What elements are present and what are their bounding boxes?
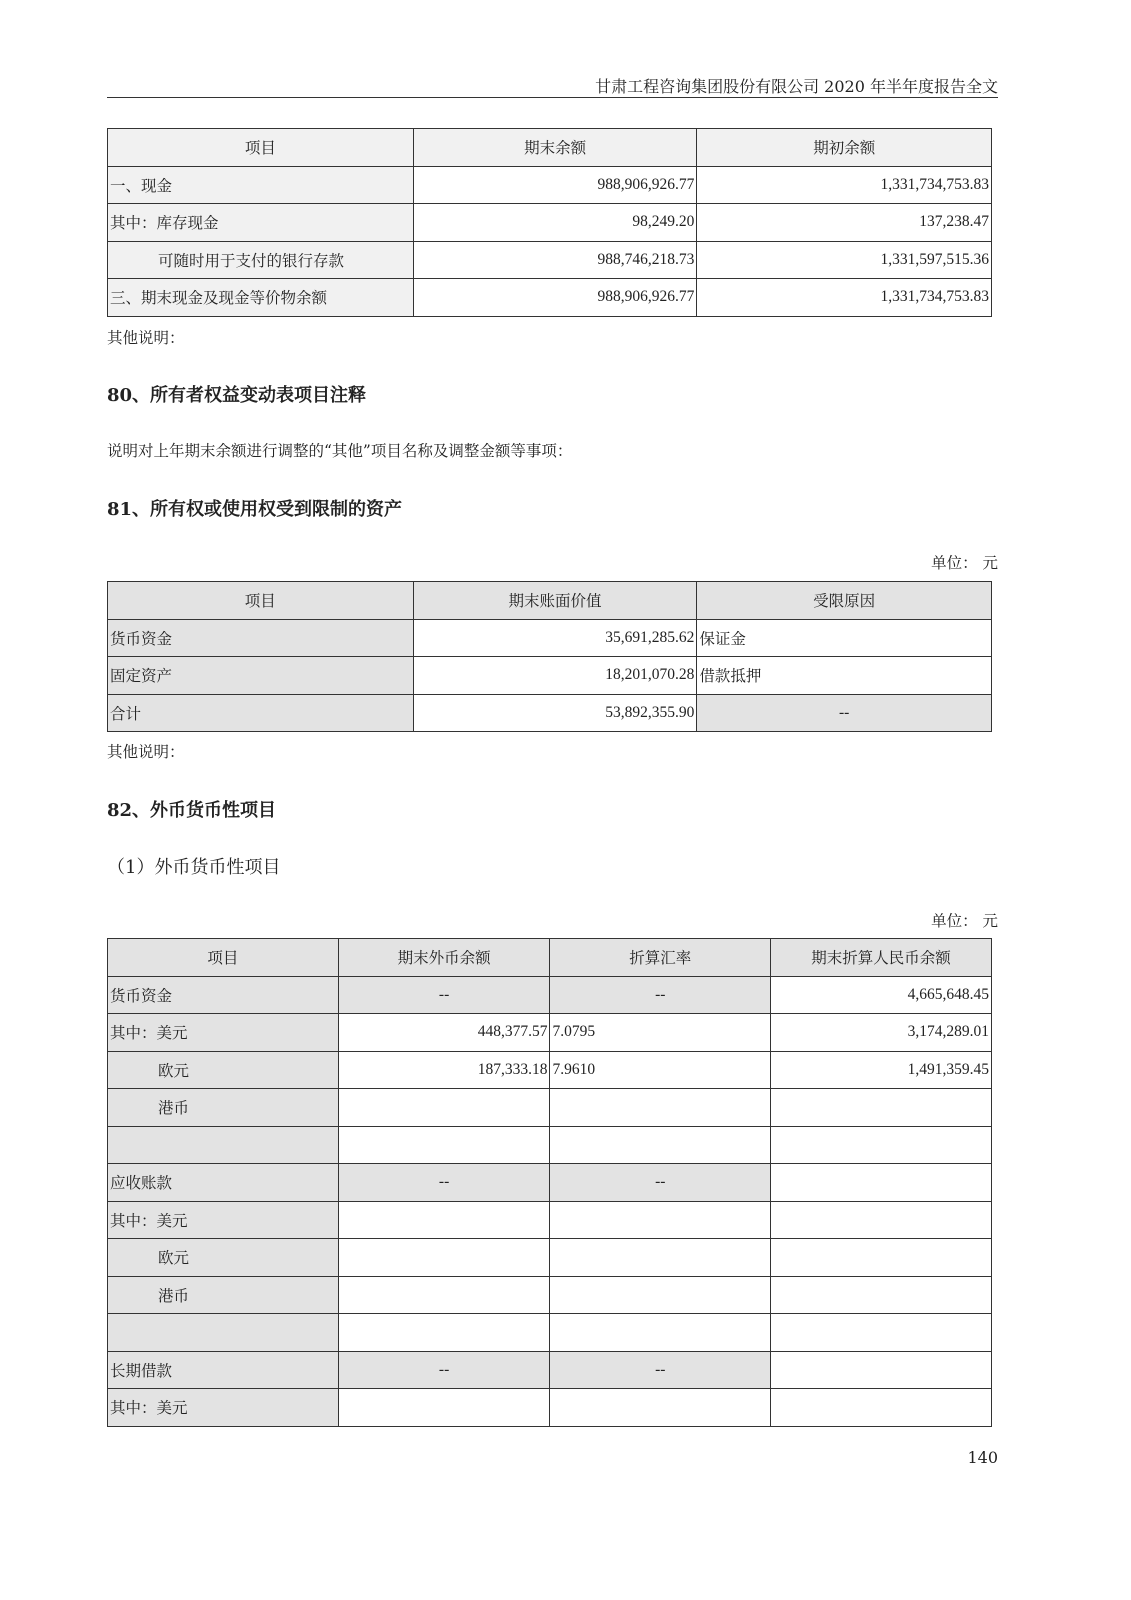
value-cell [338,1276,550,1314]
value-cell [771,1389,992,1427]
value-cell: 7.0795 [550,1014,771,1052]
table-row [108,657,992,695]
value-cell: -- [338,1351,550,1389]
value-cell: -- [550,1351,771,1389]
other-note: 其他说明： [107,743,185,761]
value-cell [771,1276,992,1314]
value-cell [771,1126,992,1164]
item-cell: 长期借款 [108,1351,339,1389]
item-cell: 其中：库存现金 [108,204,414,242]
table-header-row [108,939,992,977]
value-cell [338,1089,550,1127]
table-row [108,976,992,1014]
item-cell: 三、期末现金及现金等价物余额 [108,279,414,317]
value-cell [338,1201,550,1239]
header-cell: 项目 [108,939,339,977]
value-cell: 35,691,285.62 [413,619,697,657]
value-cell [338,1126,550,1164]
table-row [108,1126,992,1164]
value-cell: 988,906,926.77 [413,279,697,317]
value-cell: 1,331,734,753.83 [697,166,992,204]
header-cell: 项目 [108,582,414,620]
value-cell: 1,331,734,753.83 [697,279,992,317]
section-81-title: 81、所有权或使用权受到限制的资产 [107,499,403,520]
item-cell: 港币 [108,1276,339,1314]
value-cell [550,1126,771,1164]
section-80-title: 80、所有者权益变动表项目注释 [107,385,367,406]
value-cell [771,1164,992,1202]
value-cell: 137,238.47 [697,204,992,242]
item-cell: 货币资金 [108,619,414,657]
section-82-subtitle: （1）外币货币性项目 [107,857,281,878]
item-cell: 欧元 [108,1051,339,1089]
value-cell [550,1314,771,1352]
section-80-text: 说明对上年期末余额进行调整的“其他”项目名称及调整金额等事项： [107,442,573,460]
value-cell [771,1201,992,1239]
foreign-currency-table [107,938,992,1427]
value-cell: 988,906,926.77 [413,166,697,204]
value-cell [550,1201,771,1239]
value-cell: 18,201,070.28 [413,657,697,695]
value-cell [771,1089,992,1127]
table-header-row [108,129,992,167]
table-row [108,1314,992,1352]
value-cell: 3,174,289.01 [771,1014,992,1052]
header-cell: 折算汇率 [550,939,771,977]
table-row [108,166,992,204]
item-cell: 一、现金 [108,166,414,204]
header-cell: 期末外币余额 [338,939,550,977]
table-header-row [108,582,992,620]
item-cell: 合计 [108,694,414,732]
value-cell: 187,333.18 [338,1051,550,1089]
value-cell: -- [338,976,550,1014]
reason-cell: -- [697,694,992,732]
item-cell: 港币 [108,1089,339,1127]
table-row [108,1201,992,1239]
header-cell: 期初余额 [697,129,992,167]
cash-equivalents-table [107,128,992,317]
restricted-assets-table [107,581,992,732]
header-cell: 期末余额 [413,129,697,167]
unit-label: 单位： 元 [931,912,998,930]
value-cell [338,1314,550,1352]
value-cell [550,1276,771,1314]
table-row [108,1239,992,1277]
header-rule [107,97,998,98]
section-82-title: 82、外币货币性项目 [107,800,277,821]
value-cell: 448,377.57 [338,1014,550,1052]
item-cell [108,1314,339,1352]
reason-cell: 保证金 [697,619,992,657]
header-cell: 项目 [108,129,414,167]
item-cell: 可随时用于支付的银行存款 [108,241,414,279]
table-row [108,279,992,317]
value-cell: -- [338,1164,550,1202]
item-cell: 应收账款 [108,1164,339,1202]
table-row [108,1276,992,1314]
value-cell [771,1239,992,1277]
value-cell: 988,746,218.73 [413,241,697,279]
reason-cell: 借款抵押 [697,657,992,695]
unit-label: 单位： 元 [931,554,998,572]
table-row [108,619,992,657]
value-cell [338,1239,550,1277]
page-number: 140 [967,1448,998,1467]
table-row [108,1389,992,1427]
value-cell: -- [550,1164,771,1202]
value-cell [771,1351,992,1389]
table-row [108,1051,992,1089]
item-cell: 欧元 [108,1239,339,1277]
table-row [108,1014,992,1052]
value-cell: 4,665,648.45 [771,976,992,1014]
value-cell: 98,249.20 [413,204,697,242]
table-row [108,1164,992,1202]
item-cell: 其中：美元 [108,1014,339,1052]
value-cell: 7.9610 [550,1051,771,1089]
table-row [108,241,992,279]
table-row [108,694,992,732]
value-cell: 53,892,355.90 [413,694,697,732]
value-cell [550,1089,771,1127]
value-cell [771,1314,992,1352]
value-cell [550,1389,771,1427]
table-row [108,1351,992,1389]
item-cell: 其中：美元 [108,1201,339,1239]
item-cell [108,1126,339,1164]
header-cell: 期末账面价值 [413,582,697,620]
value-cell [550,1239,771,1277]
item-cell: 固定资产 [108,657,414,695]
table-row [108,1089,992,1127]
item-cell: 其中：美元 [108,1389,339,1427]
value-cell: -- [550,976,771,1014]
item-cell: 货币资金 [108,976,339,1014]
other-note: 其他说明： [107,329,185,347]
table-row [108,204,992,242]
value-cell [338,1389,550,1427]
value-cell: 1,491,359.45 [771,1051,992,1089]
header-cell: 受限原因 [697,582,992,620]
running-header: 甘肃工程咨询集团股份有限公司 2020 年半年度报告全文 [595,77,998,96]
value-cell: 1,331,597,515.36 [697,241,992,279]
header-cell: 期末折算人民币余额 [771,939,992,977]
